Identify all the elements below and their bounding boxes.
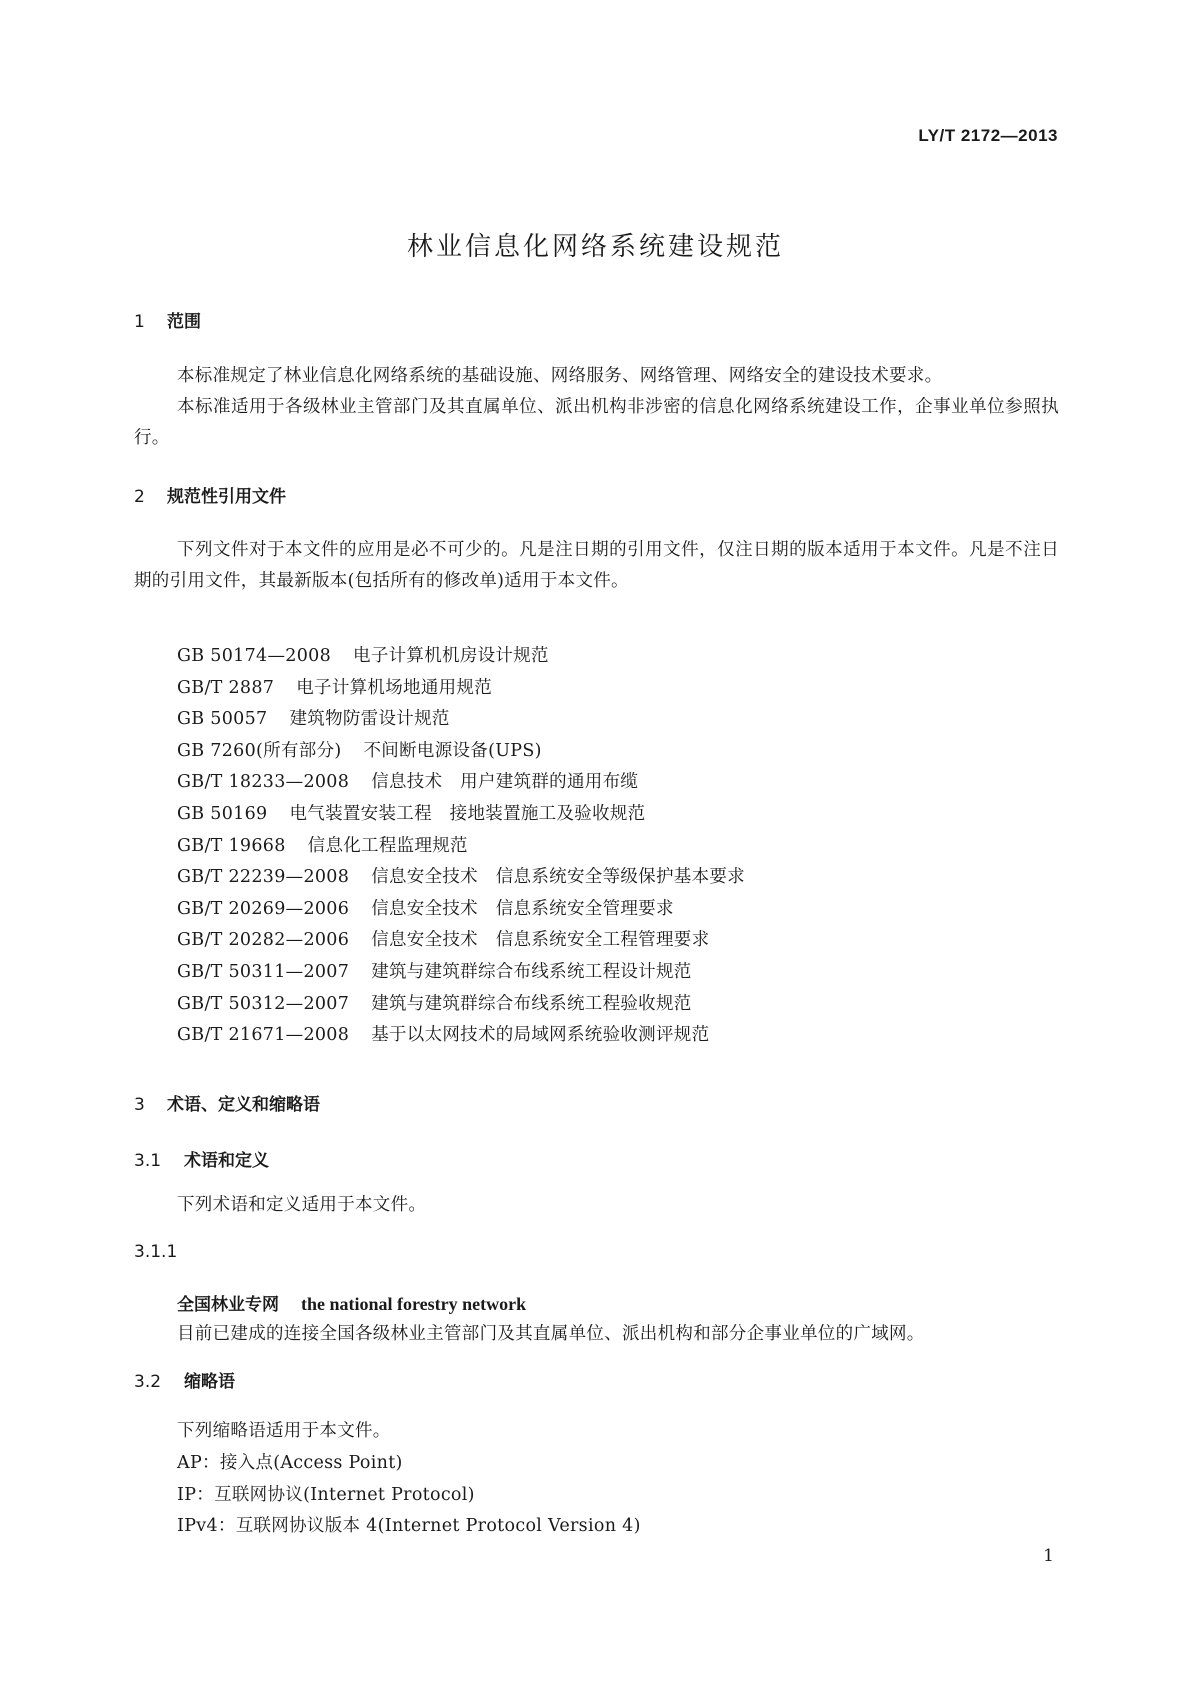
term-chinese: 全国林业专网 <box>177 1295 279 1315</box>
reference-item <box>177 926 745 958</box>
section-3-2-intro: 下列缩略语适用于本文件。 <box>177 1421 391 1441</box>
section-2-intro: 下列文件对于本文件的应用是必不可少的。凡是注日期的引用文件，仅注日期的版本适用于本文件。凡是不注日期的引用文件，其最新版本(包括所有的修改单)适用于本文件。 <box>134 540 1059 591</box>
abbreviation-item: IP：互联网协议(Internet Protocol) <box>177 1485 475 1505</box>
section-number: 3.1 <box>134 1151 162 1171</box>
term-english: the national forestry network <box>301 1294 527 1314</box>
abbreviation-item: IPv4：互联网协议版本 4(Internet Protocol Version 4) <box>177 1516 641 1536</box>
reference-code: GB 50174—2008 <box>177 646 332 666</box>
reference-code: GB/T 20269—2006 <box>177 898 350 919</box>
reference-title: 信息安全技术 信息系统安全工程管理要求 <box>371 930 710 951</box>
section-number: 2 <box>134 487 145 507</box>
reference-item <box>177 768 745 800</box>
reference-item <box>177 737 745 769</box>
reference-item <box>177 832 745 864</box>
section-title: 范围 <box>167 312 201 332</box>
reference-code: GB/T 18233—2008 <box>177 772 350 793</box>
reference-item <box>177 895 745 927</box>
reference-code: GB/T 19668 <box>177 835 286 856</box>
section-number: 3.2 <box>134 1372 162 1392</box>
section-2-heading <box>134 482 286 507</box>
standard-code: LY/T 2172—2013 <box>918 126 1058 145</box>
term-number <box>134 1242 194 1262</box>
reference-code: GB/T 21671—2008 <box>177 1025 350 1046</box>
reference-title: 信息安全技术 信息系统安全等级保护基本要求 <box>371 867 745 888</box>
reference-title: 建筑与建筑群综合布线系统工程设计规范 <box>371 961 692 982</box>
section-1-paragraph-1: 本标准规定了林业信息化网络系统的基础设施、网络服务、网络管理、网络安全的建设技术要求。 <box>177 366 943 386</box>
section-title: 术语、定义和缩略语 <box>167 1095 320 1115</box>
reference-item <box>177 674 745 706</box>
reference-title: 电子计算机机房设计规范 <box>353 646 549 666</box>
reference-item <box>177 958 745 990</box>
reference-item <box>177 990 745 1022</box>
reference-title: 电子计算机场地通用规范 <box>296 677 493 698</box>
term-entry <box>177 1290 526 1315</box>
reference-code: GB/T 20282—2006 <box>177 930 350 951</box>
reference-item <box>177 863 745 895</box>
reference-title: 信息化工程监理规范 <box>307 835 468 856</box>
section-title: 规范性引用文件 <box>167 487 286 507</box>
reference-code: GB/T 50311—2007 <box>177 961 350 982</box>
reference-item <box>177 800 745 832</box>
reference-title: 基于以太网技术的局域网系统验收测评规范 <box>371 1025 710 1046</box>
normative-reference-list <box>177 642 745 1053</box>
reference-code: GB 50169 <box>177 803 268 824</box>
reference-code: GB 50057 <box>177 709 268 730</box>
section-3-2-heading <box>134 1367 235 1392</box>
section-3-1-intro: 下列术语和定义适用于本文件。 <box>177 1195 427 1215</box>
section-title: 缩略语 <box>184 1372 235 1392</box>
reference-title: 信息技术 用户建筑群的通用布缆 <box>371 772 639 793</box>
section-1-heading <box>134 307 201 332</box>
section-number: 3 <box>134 1095 145 1115</box>
section-1-paragraph-2: 本标准适用于各级林业主管部门及其直属单位、派出机构非涉密的信息化网络系统建设工作，企事业单位参照执行。 <box>134 397 1059 448</box>
reference-code: GB/T 22239—2008 <box>177 867 350 888</box>
section-3-1-heading <box>134 1146 269 1171</box>
reference-title: 建筑与建筑群综合布线系统工程验收规范 <box>371 993 692 1014</box>
abbreviation-item: AP：接入点(Access Point) <box>177 1453 403 1473</box>
section-title: 术语和定义 <box>184 1151 269 1171</box>
reference-title: 信息安全技术 信息系统安全管理要求 <box>371 898 674 919</box>
reference-item <box>177 642 745 674</box>
reference-item <box>177 1021 745 1053</box>
section-number: 1 <box>134 312 145 332</box>
section-3-heading <box>134 1090 320 1115</box>
reference-item <box>177 705 745 737</box>
reference-title: 建筑物防雷设计规范 <box>289 709 450 730</box>
reference-code: GB 7260(所有部分) <box>177 740 342 761</box>
term-definition: 目前已建成的连接全国各级林业主管部门及其直属单位、派出机构和部分企事业单位的广域网。 <box>177 1324 925 1344</box>
page-number: 1 <box>1043 1546 1054 1566</box>
section-number: 3.1.1 <box>134 1242 178 1262</box>
reference-title: 不间断电源设备(UPS) <box>363 740 542 761</box>
document-title: 林业信息化网络系统建设规范 <box>406 232 784 262</box>
reference-code: GB/T 50312—2007 <box>177 993 350 1014</box>
reference-title: 电气装置安装工程 接地装置施工及验收规范 <box>289 803 646 824</box>
reference-code: GB/T 2887 <box>177 677 275 698</box>
